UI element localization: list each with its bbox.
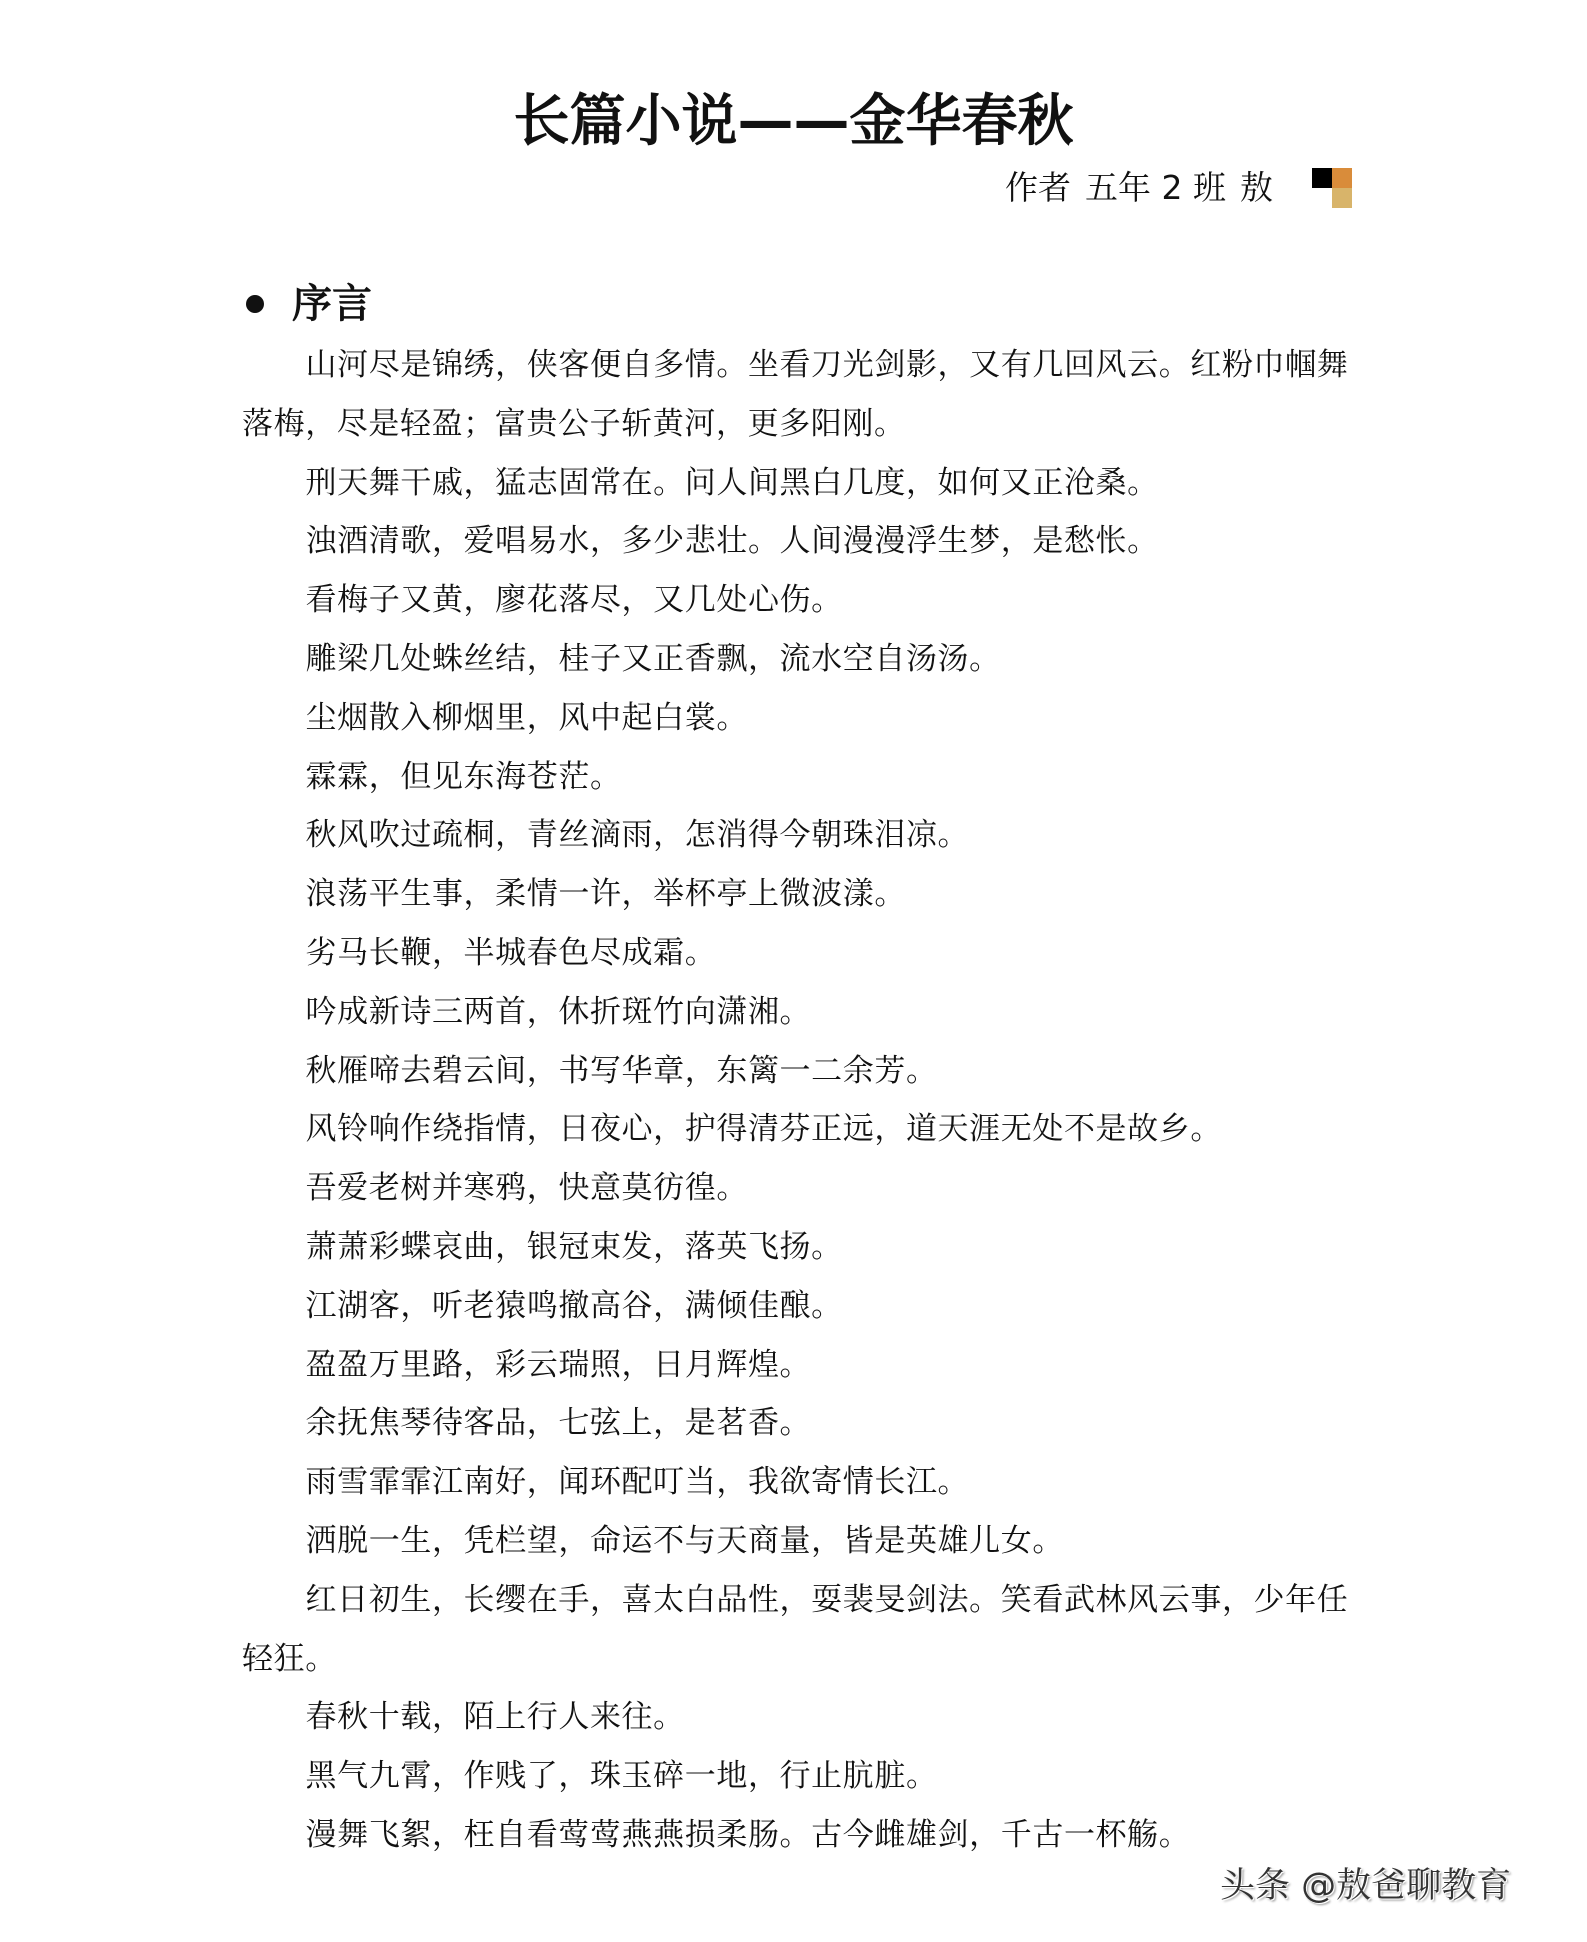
paragraph: 浪荡平生事，柔情一许，举杯亭上微波漾。: [305, 876, 906, 913]
paragraph: 霖霖，但见东海苍茫。: [305, 758, 622, 795]
paragraph: 漫舞飞絮，枉自看莺莺燕燕损柔肠。古今雌雄剑，千古一杯觞。: [305, 1816, 1191, 1853]
paragraph: 雕梁几处蛛丝结，桂子又正香飘，流水空自汤汤。: [305, 640, 1001, 677]
paragraph: 吟成新诗三两首，休折斑竹向潇湘。: [305, 993, 812, 1030]
paragraph: 秋雁啼去碧云间，书写华章，东篱一二余芳。: [305, 1052, 938, 1089]
paragraph: 刑天舞干戚，猛志固常在。问人间黑白几度，如何又正沧桑。: [305, 464, 1159, 501]
paragraph: 盈盈万里路，彩云瑞照，日月辉煌。: [305, 1346, 812, 1383]
section-body: [242, 336, 1354, 1865]
author-line: [1005, 168, 1287, 208]
paragraph: 洒脱一生，凭栏望，命运不与天商量，皆是英雄儿女。: [305, 1522, 1064, 1559]
paragraph: 余抚焦琴待客品，七弦上，是茗香。: [305, 1405, 812, 1442]
paragraph: 雨雪霏霏江南好，闻环配叮当，我欲寄情长江。: [305, 1464, 970, 1501]
paragraph: 萧萧彩蝶哀曲，银冠束发，落英飞扬。: [305, 1228, 843, 1265]
paragraph: 江湖客，听老猿鸣撤高谷，满倾佳酿。: [305, 1287, 843, 1324]
pixel-logo-icon: [1312, 168, 1352, 208]
paragraph: 黑气九霄，作贱了，珠玉碎一地，行止肮脏。: [305, 1758, 938, 1795]
paragraph: 春秋十载，陌上行人来往。: [305, 1699, 685, 1736]
paragraph: 劣马长鞭，半城春色尽成霜。: [305, 934, 717, 971]
paragraph: 红日初生，长缨在手，喜太白品性，耍裴旻剑法。笑看武林风云事，少年任轻狂。: [242, 1581, 1349, 1677]
author-class: 五年 2 班: [1085, 168, 1226, 207]
paragraph: 风铃响作绕指情，日夜心，护得清芬正远，道天涯无处不是故乡。: [305, 1111, 1222, 1148]
paragraph: 看梅子又黄，廖花落尽，又几处心伤。: [305, 582, 843, 619]
author-name: 敖: [1240, 168, 1273, 207]
paragraph: 山河尽是锦绣，侠客便自多情。坐看刀光剑影，又有几回风云。红粉巾帼舞落梅，尽是轻盈；富贵公子斩黄河，更多阳刚。: [242, 347, 1349, 442]
paragraph: 尘烟散入柳烟里，风中起白裳。: [305, 699, 748, 736]
section-heading: [242, 280, 372, 328]
paragraph: 吾爱老树并寒鸦，快意莫彷徨。: [305, 1170, 748, 1207]
watermark: 头条 @敖爸聊教育: [1220, 1866, 1512, 1906]
paragraph: 秋风吹过疏桐，青丝滴雨，怎消得今朝珠泪凉。: [305, 817, 970, 854]
bullet-icon: [246, 295, 264, 313]
section-heading-text: 序言: [292, 281, 372, 327]
author-label: 作者: [1005, 168, 1072, 207]
document-title: 长篇小说——金华春秋: [513, 89, 1074, 154]
paragraph: 浊酒清歌，爱唱易水，多少悲壮。人间漫漫浮生梦，是愁怅。: [305, 523, 1159, 560]
